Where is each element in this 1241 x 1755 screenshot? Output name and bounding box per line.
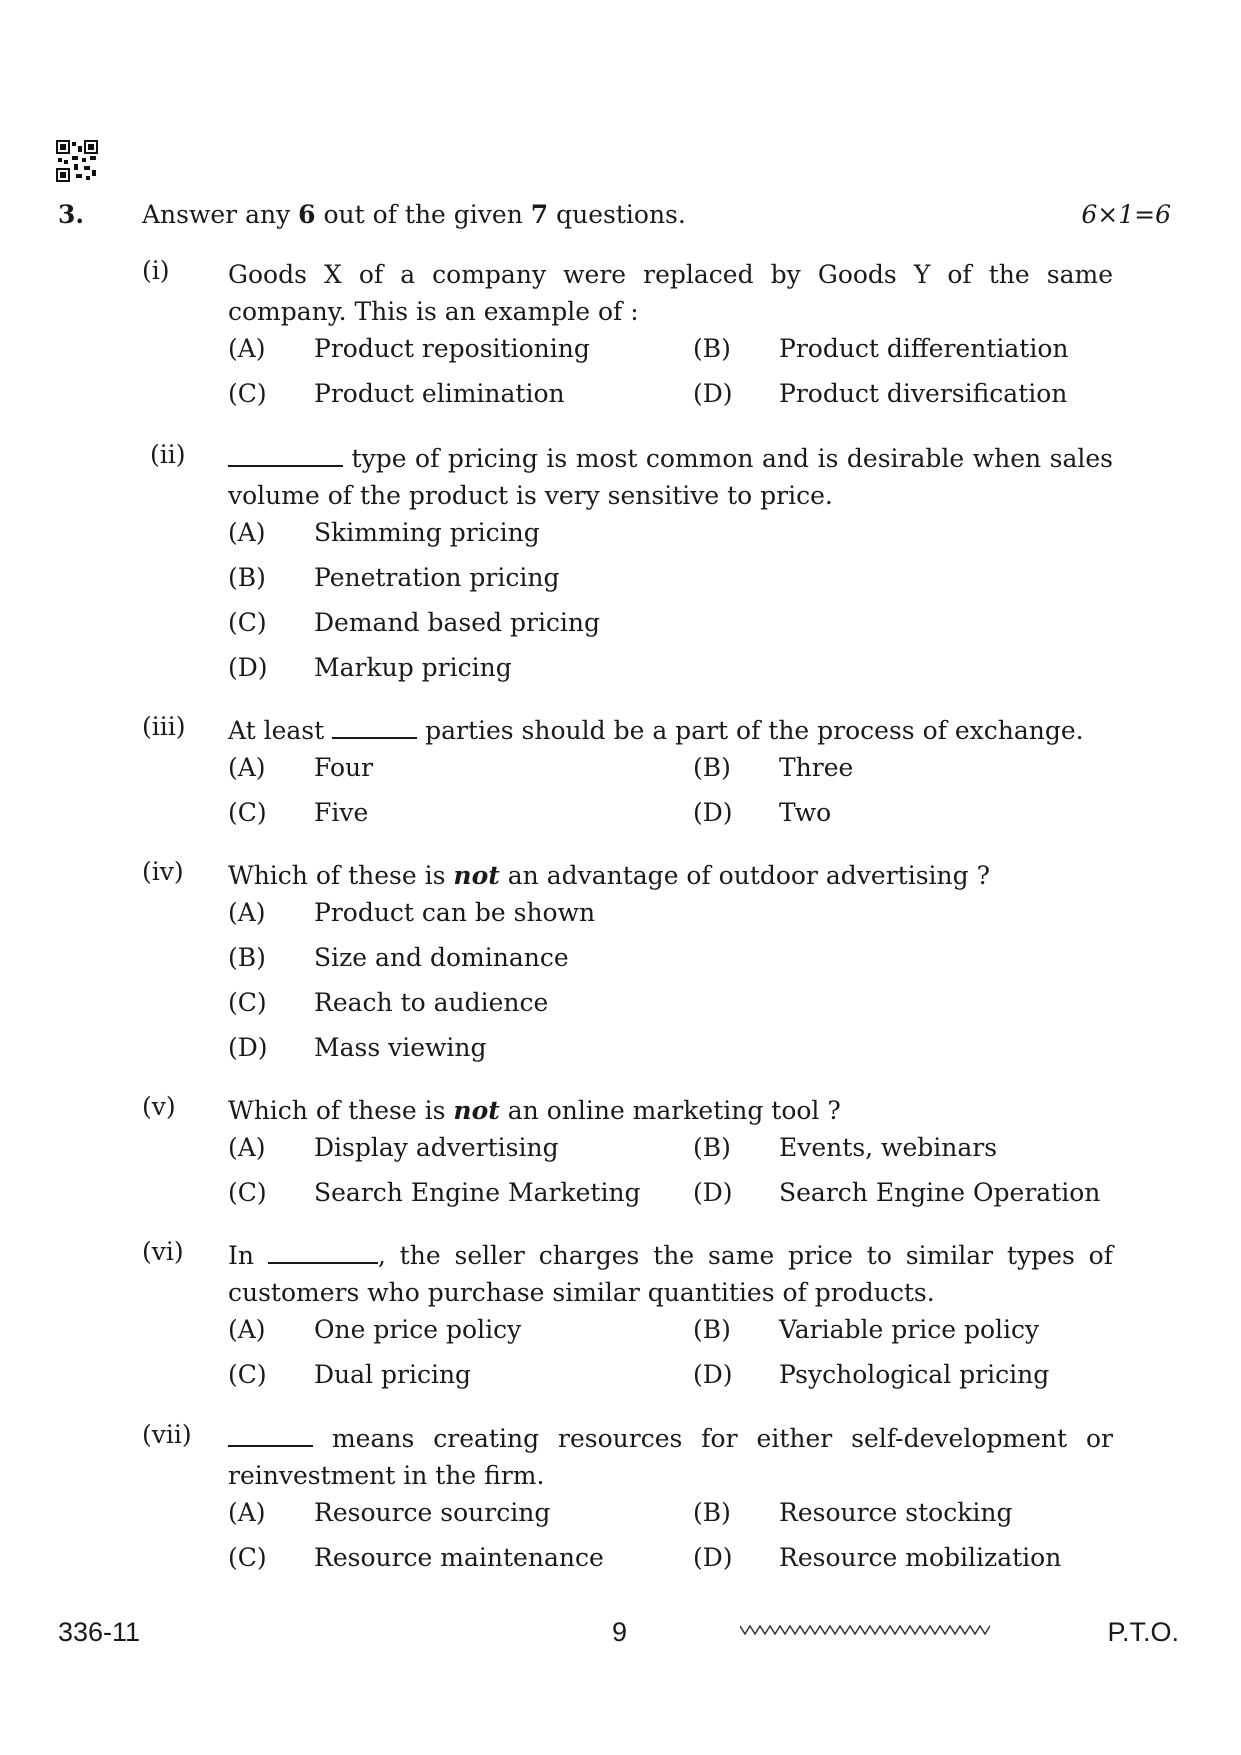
qr-code-icon — [56, 140, 98, 182]
option-c — [228, 1178, 641, 1207]
option-text: Demand based pricing — [314, 608, 601, 637]
stem-emphasis: not — [453, 1096, 500, 1125]
instruction-text: Answer any — [142, 200, 299, 229]
option-c — [228, 798, 368, 827]
option-letter: (D) — [693, 1360, 733, 1389]
option-text: Four — [314, 753, 374, 782]
option-c — [228, 988, 548, 1017]
option-letter: (A) — [228, 898, 266, 927]
instruction-count-total: 7 — [530, 200, 549, 229]
option-letter: (B) — [693, 753, 731, 782]
question-roman: (iv) — [142, 857, 184, 886]
option-b — [693, 753, 853, 782]
question-ii — [142, 440, 1142, 694]
question-roman: (vii) — [142, 1420, 192, 1449]
option-text: Resource sourcing — [314, 1498, 551, 1527]
paper-code: 336-11 — [58, 1617, 141, 1647]
option-text: Product diversification — [779, 379, 1068, 408]
option-a — [228, 898, 595, 927]
option-text: Resource maintenance — [314, 1543, 604, 1572]
option-text: Product elimination — [314, 379, 565, 408]
stem-text: type of pricing is most common and is desirable when sales volume of the product is very sensitive to price. — [228, 444, 1113, 510]
option-text: Two — [779, 798, 832, 827]
option-text: Resource stocking — [779, 1498, 1013, 1527]
stem-text: parties should be a part of the process of exchange. — [417, 716, 1084, 745]
question-stem — [228, 1237, 1113, 1311]
option-a — [228, 1498, 550, 1527]
question-stem — [228, 1420, 1113, 1494]
option-a — [228, 1133, 559, 1162]
option-c — [228, 379, 565, 408]
wave-mark-icon — [740, 1620, 990, 1640]
options — [228, 749, 1142, 839]
option-text: Product repositioning — [314, 334, 590, 363]
option-text: Search Engine Operation — [779, 1178, 1101, 1207]
option-text: Five — [314, 798, 369, 827]
question-stem — [228, 712, 1113, 749]
option-letter: (C) — [228, 379, 267, 408]
option-letter: (D) — [228, 1033, 268, 1062]
option-text: Skimming pricing — [314, 518, 540, 547]
option-text: Display advertising — [314, 1133, 559, 1162]
options — [228, 1311, 1142, 1401]
option-letter: (A) — [228, 334, 266, 363]
option-letter: (C) — [228, 1178, 267, 1207]
option-text: Variable price policy — [779, 1315, 1040, 1344]
stem-text: Which of these is — [228, 1096, 454, 1125]
option-text: Resource mobilization — [779, 1543, 1062, 1572]
option-letter: (C) — [228, 1360, 267, 1389]
question-vii — [142, 1420, 1142, 1584]
option-a — [228, 334, 590, 363]
option-text: Mass viewing — [314, 1033, 487, 1062]
option-letter: (A) — [228, 518, 266, 547]
option-letter: (D) — [693, 1178, 733, 1207]
question-roman: (v) — [142, 1092, 176, 1121]
option-d — [693, 1543, 1061, 1572]
option-letter: (A) — [228, 1498, 266, 1527]
option-text: Dual pricing — [314, 1360, 472, 1389]
option-letter: (A) — [228, 753, 266, 782]
option-letter: (B) — [693, 334, 731, 363]
option-letter: (A) — [228, 1315, 266, 1344]
question-stem — [228, 440, 1113, 514]
question-i — [142, 256, 1142, 420]
question-vi — [142, 1237, 1142, 1401]
option-a — [228, 1315, 521, 1344]
marks-allocation: 6×1=6 — [1081, 200, 1171, 229]
please-turn-over: P.T.O. — [1107, 1617, 1179, 1647]
option-text: Product differentiation — [779, 334, 1069, 363]
option-d — [693, 1178, 1100, 1207]
option-letter: (C) — [228, 608, 267, 637]
option-d — [693, 379, 1067, 408]
instruction-text: out of the given — [315, 200, 531, 229]
option-text: Three — [779, 753, 854, 782]
option-text: Markup pricing — [314, 653, 512, 682]
options — [228, 1129, 1142, 1219]
option-c — [228, 1543, 604, 1572]
stem-text: means creating resources for either self-development or reinvestment in the firm. — [228, 1424, 1113, 1490]
options — [228, 894, 1142, 1074]
option-text: One price policy — [314, 1315, 522, 1344]
instruction — [142, 200, 686, 229]
question-stem — [228, 1092, 1113, 1129]
option-text: Events, webinars — [779, 1133, 998, 1162]
fill-blank — [332, 719, 417, 739]
option-d — [228, 1033, 487, 1062]
option-letter: (B) — [693, 1498, 731, 1527]
option-c — [228, 608, 600, 637]
option-text: Search Engine Marketing — [314, 1178, 641, 1207]
question-number: 3. — [58, 200, 85, 229]
option-d — [693, 1360, 1049, 1389]
option-text: Product can be shown — [314, 898, 596, 927]
question-roman: (vi) — [142, 1237, 184, 1266]
option-text: Penetration pricing — [314, 563, 560, 592]
options — [228, 1494, 1142, 1584]
option-b — [693, 1133, 997, 1162]
instruction-count-answer: 6 — [298, 200, 316, 229]
option-letter: (C) — [228, 988, 267, 1017]
option-letter: (B) — [228, 563, 266, 592]
question-roman: (iii) — [142, 712, 186, 741]
option-text: Size and dominance — [314, 943, 569, 972]
option-b — [228, 563, 559, 592]
option-text: Psychological pricing — [779, 1360, 1050, 1389]
option-letter: (D) — [693, 1543, 733, 1572]
question-iv — [142, 857, 1142, 1074]
option-letter: (D) — [693, 379, 733, 408]
stem-text: , the seller charges the same price to similar types of customers who purchase similar quantities of products. — [228, 1241, 1113, 1307]
stem-emphasis: not — [453, 861, 500, 890]
question-roman: (i) — [142, 256, 170, 285]
option-letter: (D) — [228, 653, 268, 682]
page-number: 9 — [612, 1617, 628, 1647]
options — [228, 514, 1142, 694]
option-b — [228, 943, 569, 972]
stem-text: In — [228, 1241, 268, 1270]
option-text: Reach to audience — [314, 988, 549, 1017]
option-letter: (B) — [693, 1133, 731, 1162]
options — [228, 330, 1142, 420]
fill-blank — [268, 1244, 378, 1264]
stem-text: an online marketing tool ? — [499, 1096, 841, 1125]
option-letter: (D) — [693, 798, 733, 827]
option-letter: (B) — [693, 1315, 731, 1344]
option-letter: (C) — [228, 1543, 267, 1572]
fill-blank — [228, 447, 343, 467]
instruction-text: questions. — [548, 200, 686, 229]
option-d — [228, 653, 512, 682]
option-b — [693, 334, 1068, 363]
option-c — [228, 1360, 471, 1389]
question-roman: (ii) — [150, 440, 186, 469]
option-a — [228, 753, 373, 782]
option-b — [693, 1315, 1039, 1344]
option-a — [228, 518, 540, 547]
option-d — [693, 798, 831, 827]
stem-text: At least — [228, 716, 333, 745]
stem-text: Which of these is — [228, 861, 454, 890]
fill-blank — [228, 1427, 313, 1447]
option-letter: (C) — [228, 798, 267, 827]
stem-text: an advantage of outdoor advertising ? — [499, 861, 990, 890]
question-stem: Goods X of a company were replaced by Goods Y of the same company. This is an example of : — [228, 260, 1113, 326]
option-b — [693, 1498, 1012, 1527]
question-stem — [228, 857, 1113, 894]
question-iii — [142, 712, 1142, 839]
option-letter: (B) — [228, 943, 266, 972]
option-letter: (A) — [228, 1133, 266, 1162]
question-v — [142, 1092, 1142, 1219]
